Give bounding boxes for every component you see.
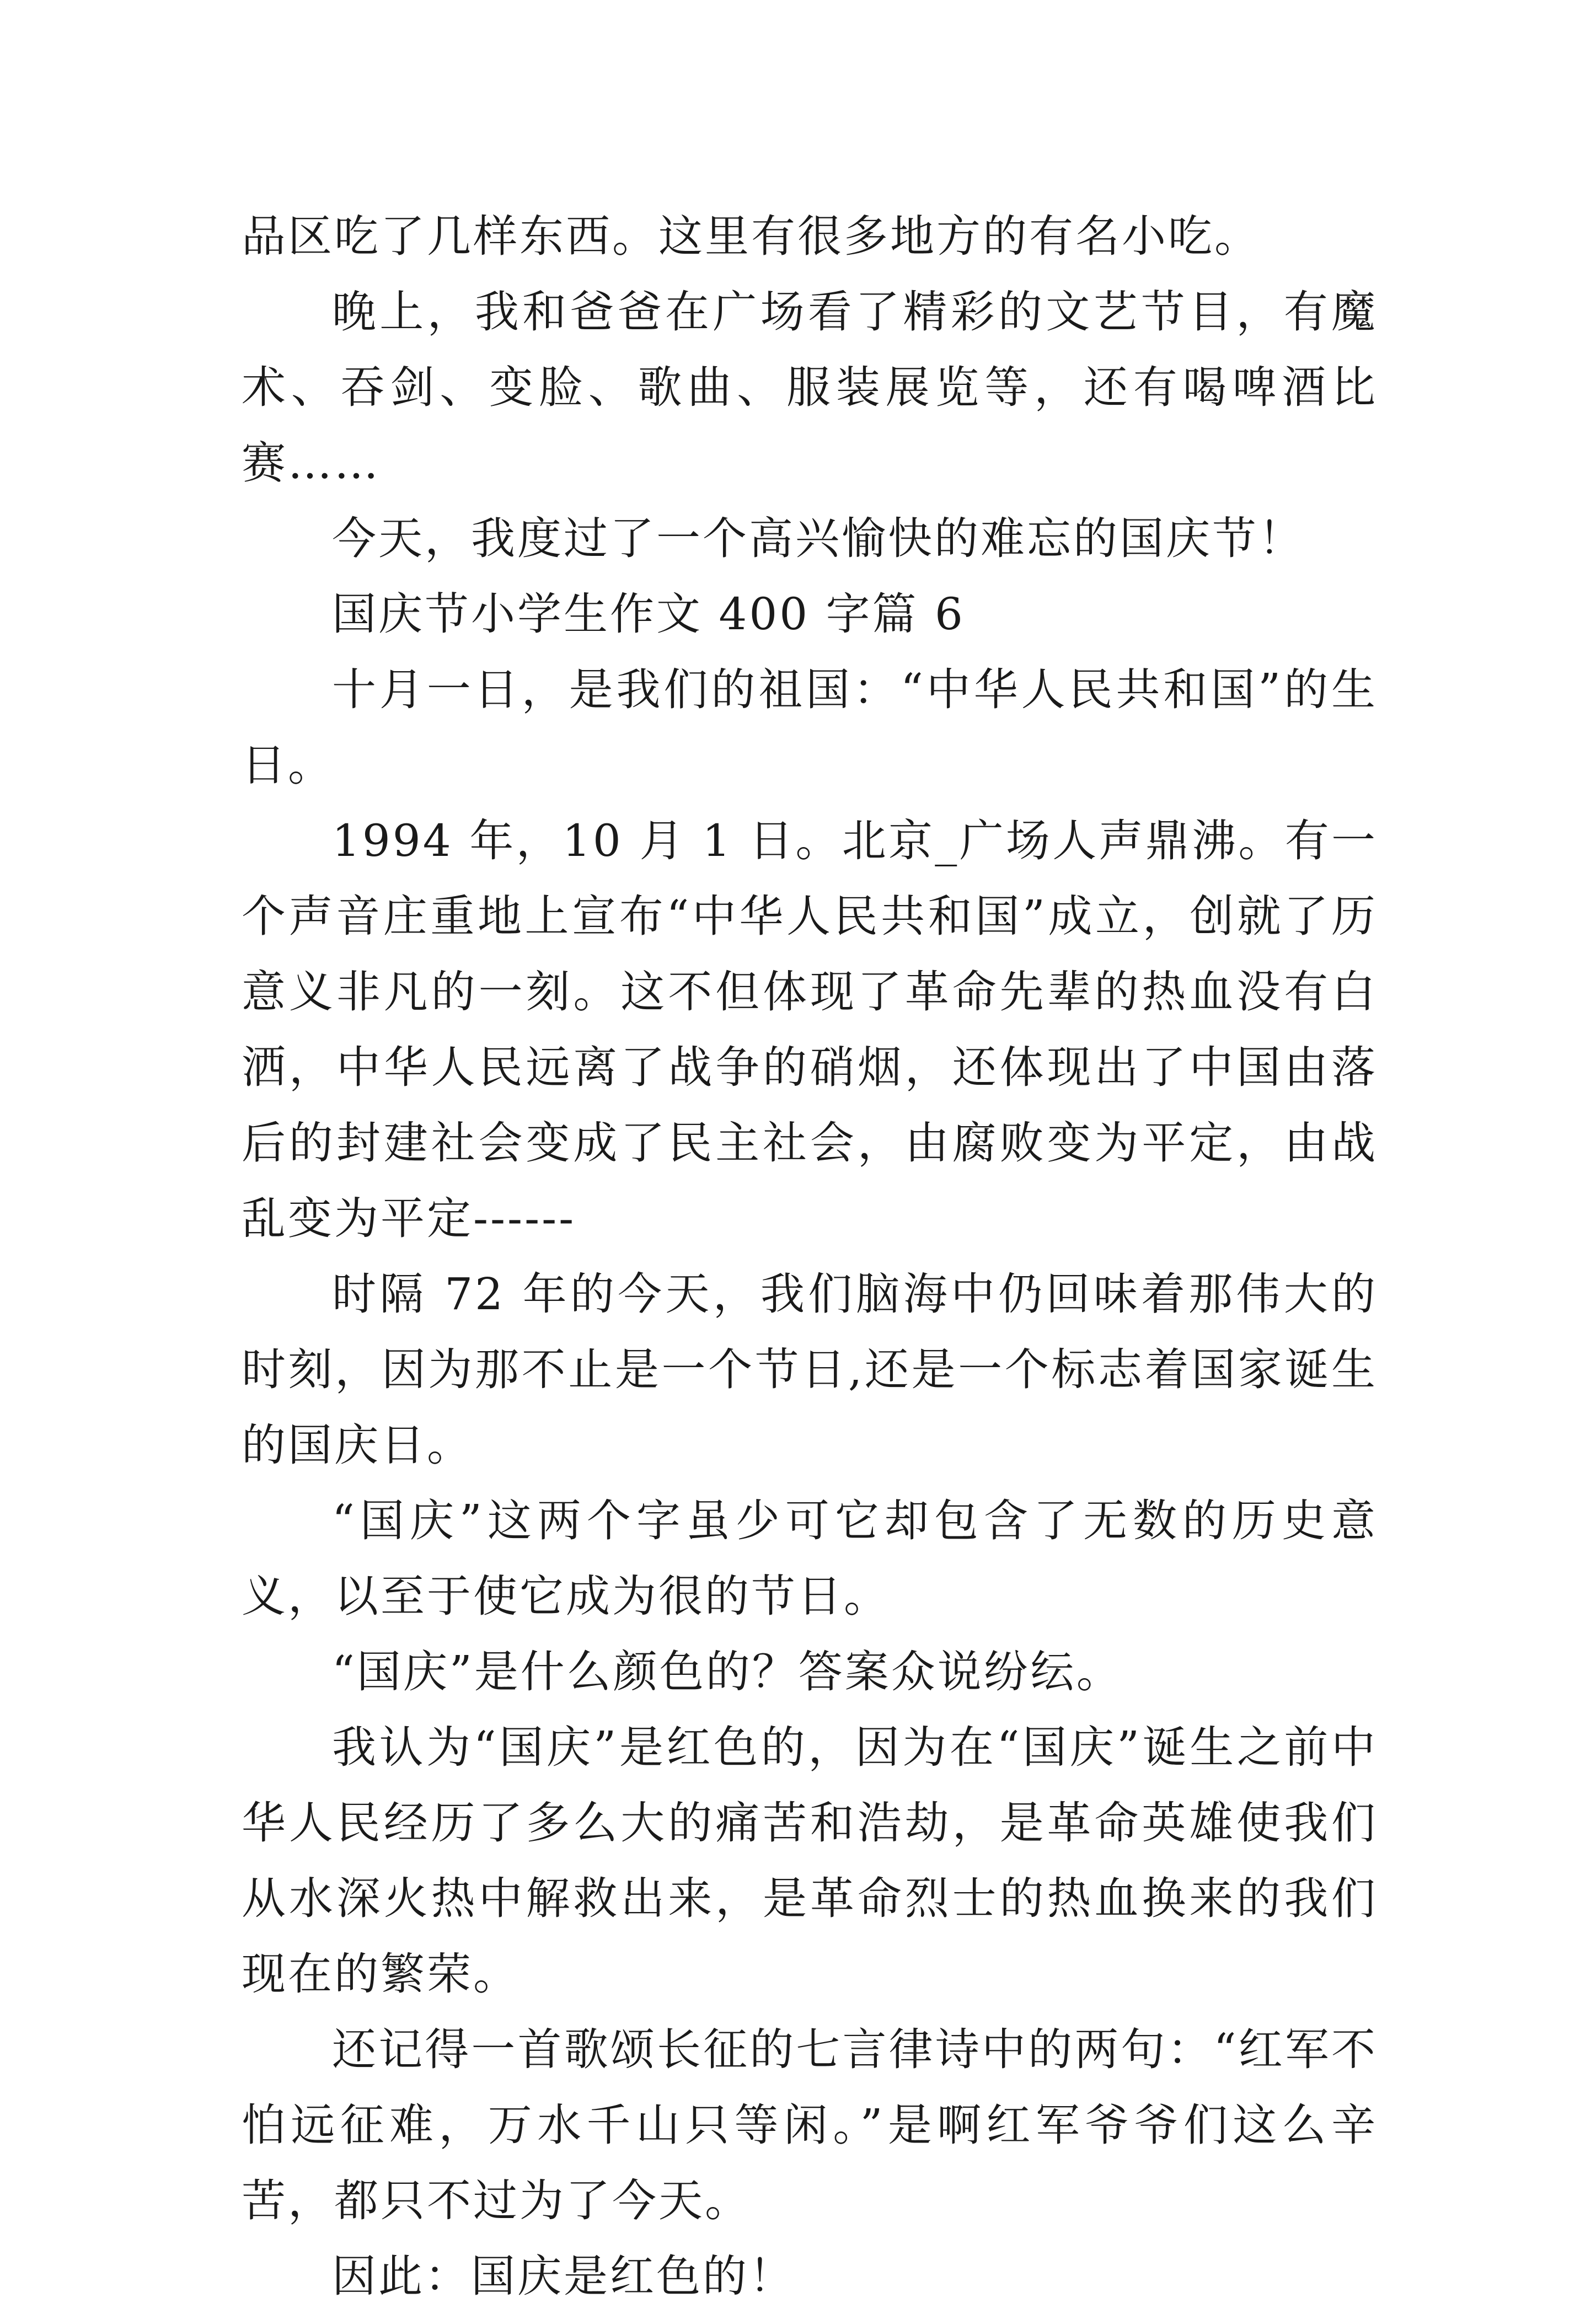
paragraph-1: 品区吃了几样东西。这里有很多地方的有名小吃。 [242, 211, 1261, 262]
paragraph-10: 我认为“国庆”是红色的，因为在“国庆”诞生之前中华人民经历了多么大的痛苦和浩劫，是革命英雄使我们从水深火热中解救出来，是革命烈士的热血换来的我们现在的繁荣。 [242, 1722, 1378, 2000]
paragraph-8: “国庆”这两个字虽少可它却包含了无数的历史意义，以至于使它成为很的节日。 [242, 1495, 1378, 1622]
paragraph-3: 今天，我度过了一个高兴愉快的难忘的国庆节！ [332, 513, 1305, 564]
essay-body [242, 199, 1378, 2314]
paragraph-7: 时隔 72 年的今天，我们脑海中仍回味着那伟大的时刻，因为那不止是一个节日,还是一个标志着国家诞生的国庆日。 [242, 1268, 1378, 1471]
paragraph-2: 晚上，我和爸爸在广场看了精彩的文艺节目，有魔术、吞剑、变脸、歌曲、服装展览等，还有喝啤酒比赛…… [242, 286, 1378, 489]
paragraph-9: “国庆”是什么颜色的？答案众说纷纭。 [332, 1646, 1123, 1697]
paragraph-11: 还记得一首歌颂长征的七言律诗中的两句：“红军不怕远征难，万水千山只等闲。”是啊红军爷爷们这么辛苦，都只不过为了今天。 [242, 2024, 1378, 2226]
section-heading: 国庆节小学生作文 400 字篇 6 [332, 588, 965, 640]
paragraph-12: 因此：国庆是红色的！ [332, 2251, 795, 2302]
paragraph-6: 1994 年，10 月 1 日。北京_广场人声鼎沸。有一个声音庄重地上宣布“中华人民共和国”成立，创就了历意义非凡的一刻。这不但体现了革命先辈的热血没有白洒，中华人民远离了战争的硝烟，还体现出了中国由落后的封建社会变成了民主社会，由腐败变为平定，由战乱变为平定------ [242, 815, 1378, 1244]
paragraph-5: 十月一日，是我们的祖国：“中华人民共和国”的生日。 [242, 664, 1378, 791]
